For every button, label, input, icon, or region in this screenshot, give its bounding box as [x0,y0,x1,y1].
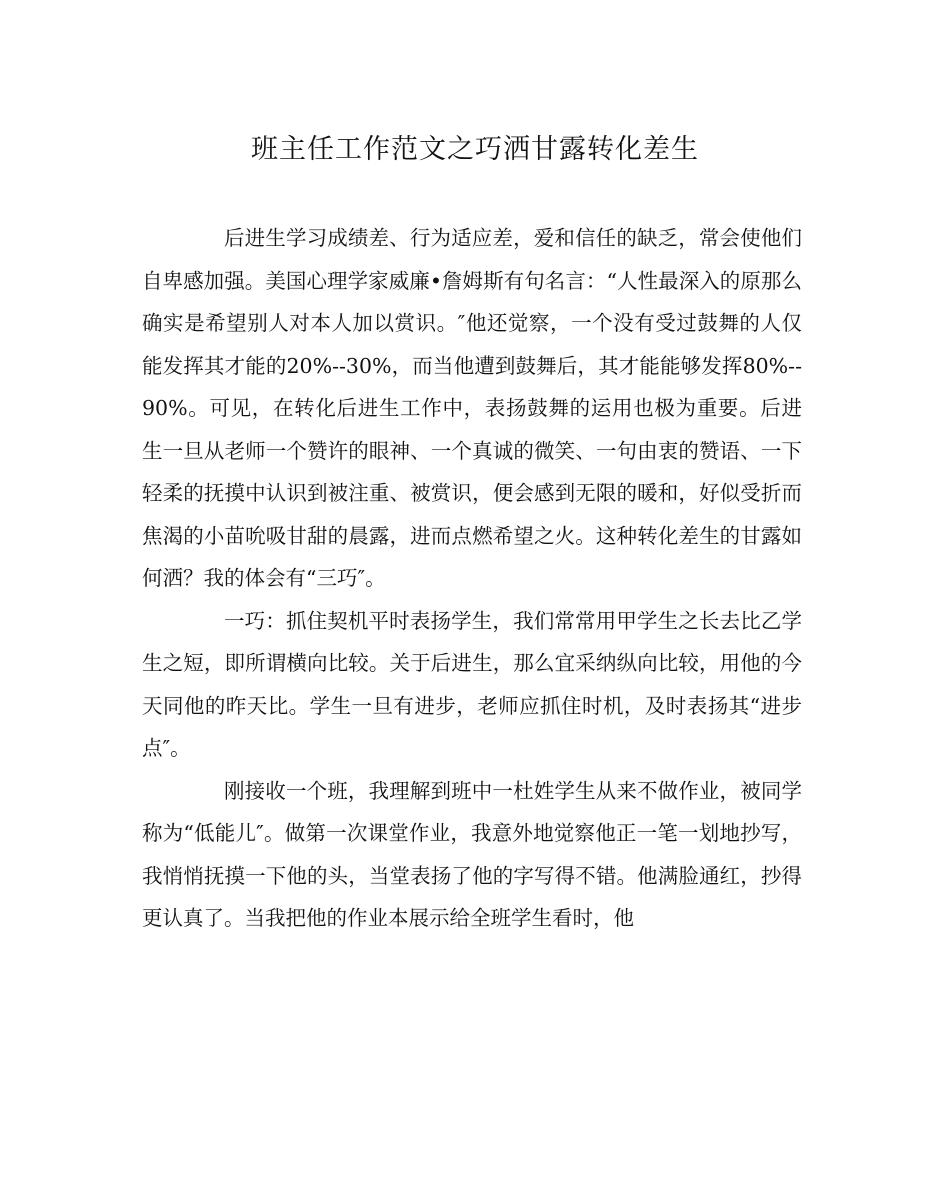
paragraph-first-tip: 一巧：抓住契机平时表扬学生，我们常常用甲学生之长去比乙学生之短，即所谓横向比较。关于后进生，那么宜采纳纵向比较，用他的今天同他的昨天比。学生一旦有进步，老师应抓住时机，及时表扬其“进步点″。 [142,608,802,760]
document-body [142,217,802,940]
paragraph-intro: 后进生学习成绩差、行为适应差，爱和信任的缺乏，常会使他们自卑感加强。美国心理学家威廉•詹姆斯有句名言：“人性最深入的原那么确实是希望别人对本人加以赏识。″他还觉察，一个没有受过鼓舞的人仅能发挥其才能的20%--30%，而当他遭到鼓舞后，其才能能够发挥80%--90%。可见，在转化后进生工作中，表扬鼓舞的运用也极为重要。后进生一旦从老师一个赞许的眼神、一个真诚的微笑、一句由衷的赞语、一下轻柔的抚摸中认识到被注重、被赏识，便会感到无限的暖和，好似受折而焦渴的小苗吮吸甘甜的晨露，进而点燃希望之火。这种转化差生的甘露如何洒？我的体会有“三巧″。 [142,226,802,590]
document-title: 班主任工作范文之巧洒甘露转化差生 [251,134,699,165]
paragraph-example: 刚接收一个班，我理解到班中一杜姓学生从来不做作业，被同学称为“低能儿″。做第一次课堂作业，我意外地觉察他正一笔一划地抄写，我悄悄抚摸一下他的头，当堂表扬了他的字写得不错。他满脸通红，抄得更认真了。当我把他的作业本展示给全班学生看时，他 [142,778,802,930]
